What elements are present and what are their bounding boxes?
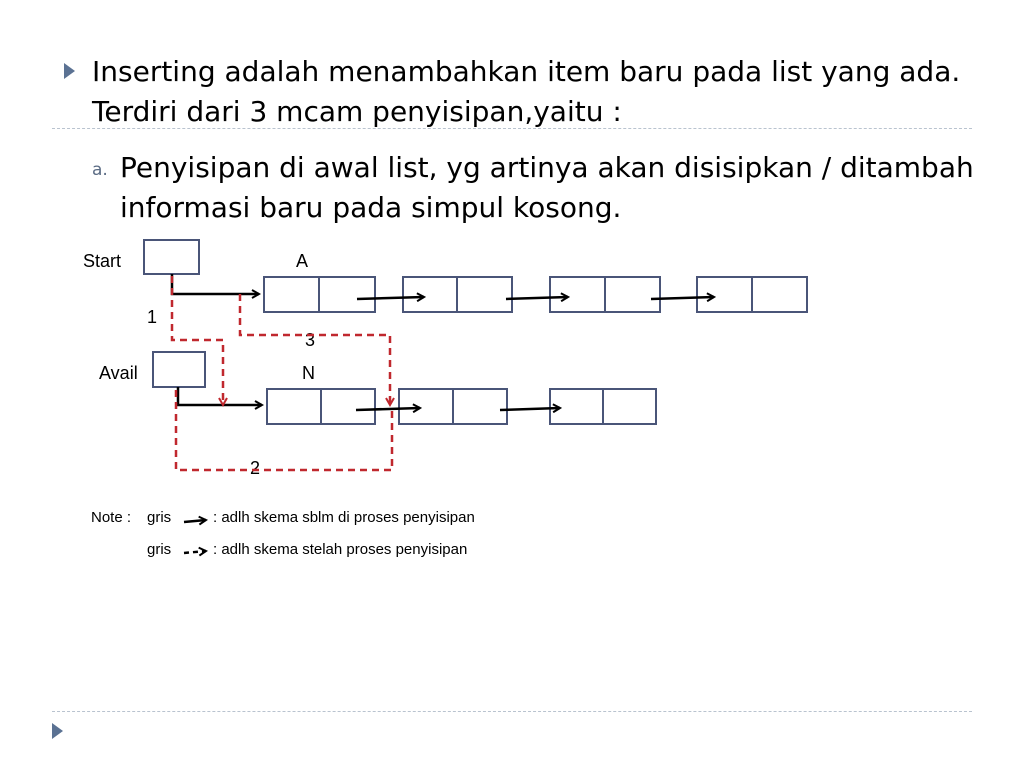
sub-item-a: Penyisipan di awal list, yg artinya akan disisipkan / ditambah informasi baru pada simpul kosong.: [120, 151, 974, 224]
avail-pointer-box: [153, 352, 205, 387]
step-1-label: 1: [147, 307, 158, 327]
step-2-label: 2: [250, 458, 261, 478]
start-pointer-box: [144, 240, 199, 274]
step-3-label: 3: [305, 330, 316, 350]
node-n-label: N: [302, 363, 315, 383]
note-dashed-arrow-icon: [184, 551, 206, 553]
note-desc-2: : adlh skema stelah proses penyisipan: [213, 541, 468, 558]
top-list-nodes: [264, 277, 807, 312]
node-a-label: A: [296, 251, 309, 271]
note-prefix: Note :: [91, 509, 132, 526]
bottom-list-nodes: [267, 389, 656, 424]
note-gris-2: gris: [147, 541, 172, 558]
note-desc-1: : adlh skema sblm di proses penyisipan: [213, 509, 475, 526]
note-solid-arrow-icon: [184, 520, 206, 522]
sub-marker-a: a.: [92, 160, 108, 180]
avail-label: Avail: [99, 363, 138, 383]
note-gris-1: gris: [147, 509, 172, 526]
start-label: Start: [83, 251, 122, 271]
bullet-inserting: Inserting adalah menambahkan item baru pada list yang ada. Terdiri dari 3 mcam penyisipan,yaitu :: [92, 55, 961, 128]
